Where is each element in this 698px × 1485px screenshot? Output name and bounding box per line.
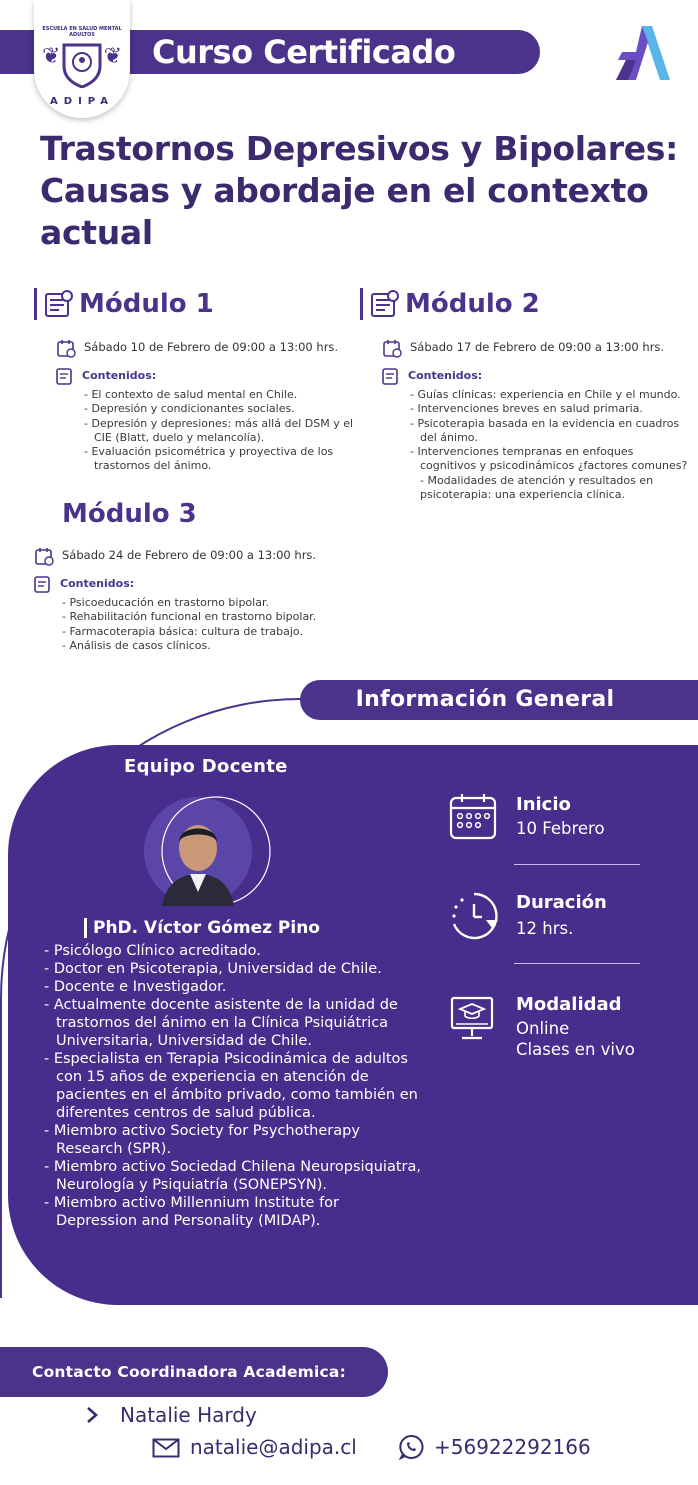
list-item: - Docente e Investigador. xyxy=(44,978,424,996)
course-title: Trastornos Depresivos y Bipolares: Causas y abordaje en el contexto actual xyxy=(40,129,679,252)
brand-logo-icon xyxy=(614,24,670,82)
list-item: - Farmacoterapia básica: cultura de trabajo. xyxy=(62,625,372,639)
badge-top-text: ESCUELA EN SALUD MENTAL ADULTOS xyxy=(42,26,122,38)
list-item: - Doctor en Psicoterapia, Universidad de Chile. xyxy=(44,960,424,978)
list-item: - Psicólogo Clínico acreditado. xyxy=(44,942,424,960)
info-section-title: Información General xyxy=(355,687,615,712)
list-icon xyxy=(34,576,52,594)
list-item: - Actualmente docente asistente de la unidad de trastornos del ánimo en la Clínica Psiquiátrica Universitaria, Universidad de Chile. xyxy=(44,996,424,1050)
contents-label: Contenidos: xyxy=(82,369,157,382)
module-title: Módulo 2 xyxy=(405,289,540,319)
mail-icon xyxy=(152,1438,180,1458)
module-3 xyxy=(34,496,374,653)
badge-name: ADIPA xyxy=(50,96,114,107)
info-inicio xyxy=(448,792,648,846)
duracion-label: Duración xyxy=(516,892,607,913)
modalidad-value-online: Online xyxy=(516,1019,570,1038)
module-title: Módulo 3 xyxy=(62,499,197,529)
shield-icon xyxy=(62,42,102,88)
list-item: - Miembro activo Millennium Institute for Depression and Personality (MIDAP). xyxy=(44,1194,424,1230)
module-title: Módulo 1 xyxy=(79,289,214,319)
contents-label: Contenidos: xyxy=(60,577,135,590)
contact-title: Contacto Coordinadora Academica: xyxy=(32,1363,346,1381)
list-item: - Psicoterapia basada en la evidencia en cuadros del ánimo. xyxy=(410,417,690,446)
list-item: - Evaluación psicométrica y proyectiva de los trastornos del ánimo. xyxy=(84,445,364,474)
list-item: - Miembro activo Sociedad Chilena Neuropsiquiatra, Neurología y Psiquiatría (SONEPSYN). xyxy=(44,1158,424,1194)
module-2 xyxy=(360,286,690,502)
contents-label: Contenidos: xyxy=(408,369,483,382)
list-icon xyxy=(56,368,74,386)
modalidad-value-live: Clases en vivo xyxy=(516,1040,635,1059)
teacher-bio-list xyxy=(44,942,424,1230)
calendar-icon xyxy=(56,338,76,358)
whatsapp-icon xyxy=(398,1434,424,1460)
clock-icon xyxy=(448,890,500,942)
list-item: - Especialista en Terapia Psicodinámica de adultos con 15 años de experiencia en atención de pacientes en el ámbito privado, como también en diferentes centros de salud pública. xyxy=(44,1050,424,1122)
contact-email-link[interactable]: natalie@adipa.cl xyxy=(190,1435,357,1459)
document-icon xyxy=(43,288,75,320)
team-title: Equipo Docente xyxy=(124,756,288,777)
calendar-icon xyxy=(448,792,498,842)
calendar-icon xyxy=(382,338,402,358)
module-date: Sábado 24 de Febrero de 09:00 a 13:00 hrs. xyxy=(62,548,317,562)
module-content-list xyxy=(84,388,364,474)
divider xyxy=(514,963,640,964)
online-class-icon xyxy=(448,994,496,1044)
page-header-title: Curso Certificado xyxy=(152,33,456,71)
contact-name: Natalie Hardy xyxy=(120,1403,257,1427)
divider xyxy=(514,864,640,865)
info-modalidad xyxy=(448,994,668,1064)
chevron-right-icon xyxy=(84,1404,100,1426)
modalidad-label: Modalidad xyxy=(516,994,622,1015)
module-content-list xyxy=(62,596,372,653)
list-item: - Miembro activo Society for Psychotherapy Research (SPR). xyxy=(44,1122,424,1158)
module-date: Sábado 10 de Febrero de 09:00 a 13:00 hrs. xyxy=(84,340,339,354)
teacher-name: PhD. Víctor Gómez Pino xyxy=(84,918,320,938)
module-accent-bar xyxy=(360,288,363,320)
duracion-value: 12 hrs. xyxy=(516,919,574,938)
calendar-icon xyxy=(34,546,54,566)
school-badge xyxy=(34,0,130,118)
module-accent-bar xyxy=(34,288,37,320)
inicio-value: 10 Febrero xyxy=(516,819,605,838)
module-date: Sábado 17 de Febrero de 09:00 a 13:00 hrs. xyxy=(410,340,665,354)
list-item: - Rehabilitación funcional en trastorno bipolar. xyxy=(62,610,372,624)
list-item: - Guías clínicas: experiencia en Chile y el mundo. xyxy=(410,388,690,402)
teacher-photo xyxy=(142,796,272,906)
list-item: - Depresión y condicionantes sociales. xyxy=(84,402,364,416)
list-item: - Depresión y depresiones: más allá del DSM y el CIE (Blatt, duelo y melancolía). xyxy=(84,417,364,446)
laurel-left-icon: ❦ xyxy=(42,44,61,69)
list-item: - Intervenciones breves en salud primaria. xyxy=(410,402,690,416)
list-item: - Psicoeducación en trastorno bipolar. xyxy=(62,596,372,610)
list-item: - Análisis de casos clínicos. xyxy=(62,639,372,653)
module-1 xyxy=(34,286,354,474)
list-icon xyxy=(382,368,400,386)
info-duracion xyxy=(448,890,648,944)
module-content-list xyxy=(410,388,690,502)
laurel-right-icon: ❦ xyxy=(103,44,122,69)
contact-phone-link[interactable]: +56922292166 xyxy=(434,1435,591,1459)
list-item: - Intervenciones tempranas en enfoques cognitivos y psicodinámicos ¿factores comunes? - Modalidades de atención y resultados en psicoterapia: una experiencia clínica. xyxy=(410,445,690,502)
document-icon xyxy=(369,288,401,320)
list-item: - El contexto de salud mental en Chile. xyxy=(84,388,364,402)
inicio-label: Inicio xyxy=(516,794,571,815)
